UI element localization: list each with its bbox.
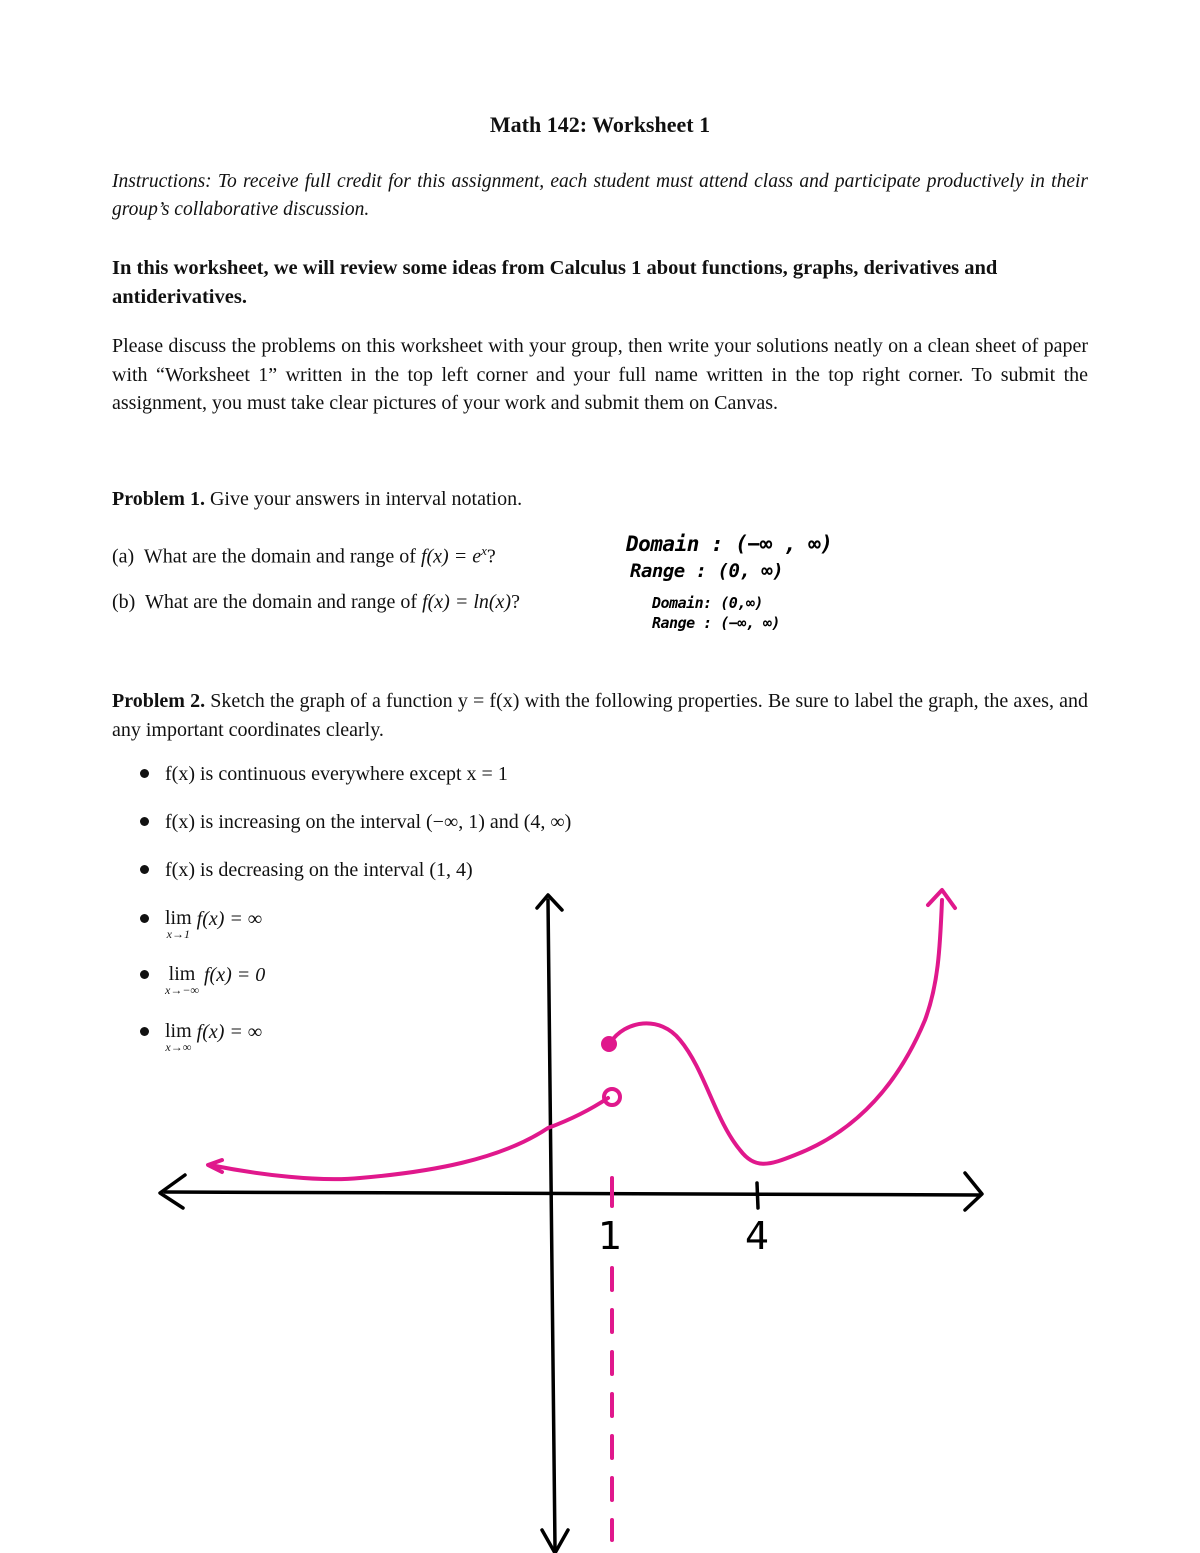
filled-point bbox=[601, 1036, 617, 1052]
part-a-answer-domain: Domain : (−∞ , ∞) bbox=[626, 532, 833, 556]
part-b-label: (b) bbox=[112, 591, 136, 613]
y-axis bbox=[548, 900, 555, 1548]
limit-operator: lim x→∞ bbox=[165, 1020, 192, 1054]
part-b-end: ? bbox=[511, 591, 520, 613]
part-b-answer-domain: Domain: (0,∞) bbox=[652, 594, 763, 612]
part-a-exponent: x bbox=[481, 543, 487, 558]
part-a-question: What are the domain and range of bbox=[143, 545, 416, 568]
part-a-end: ? bbox=[486, 545, 496, 568]
list-item: f(x) is continuous everywhere except x = 1 bbox=[140, 763, 508, 786]
tick-4 bbox=[757, 1183, 758, 1208]
part-b-question: What are the domain and range of bbox=[144, 591, 418, 613]
curve-right-branch bbox=[610, 900, 942, 1164]
problem2-text: Sketch the graph of a function y = f(x) with the following properties. Be sure to label the graph, the axes, and any important coordinates clearly. bbox=[112, 690, 1088, 741]
page-title: Math 142: Worksheet 1 bbox=[489, 112, 711, 137]
curve-left-branch bbox=[210, 1098, 608, 1179]
list-item: f(x) is increasing on the interval (−∞, 1) and (4, ∞) bbox=[140, 811, 571, 834]
list-item: lim x→∞ f(x) = ∞ bbox=[140, 1021, 262, 1053]
part-a-func: f(x) = e bbox=[420, 545, 482, 568]
instructions-text: Instructions: To receive full credit for this assignment, each student must attend class and participate productively in their group’s collaborative discussion. bbox=[112, 171, 1088, 220]
tick-label-1: 1 bbox=[598, 1214, 623, 1258]
part-b-func: f(x) = ln(x) bbox=[422, 591, 512, 613]
problem1-text: Give your answers in interval notation. bbox=[209, 488, 523, 510]
list-item: f(x) is decreasing on the interval (1, 4) bbox=[140, 859, 473, 882]
discussion-text: Please discuss the problems on this worksheet with your group, then write your solutions neatly on a clean sheet of paper with “Worksheet 1” written in the top left corner and your full name written in the top right corner. To submit the assignment, you must take clear pictures of your work and submit them on Canvas. bbox=[112, 335, 1088, 414]
limit-operator: lim x→1 bbox=[165, 907, 192, 941]
intro-text: In this worksheet, we will review some ideas from Calculus 1 about functions, graphs, derivatives and antiderivatives. bbox=[112, 257, 998, 308]
list-item: lim x→1 f(x) = ∞ bbox=[140, 908, 262, 940]
part-a-label: (a) bbox=[112, 545, 135, 568]
limit-operator: lim x→−∞ bbox=[165, 963, 199, 997]
tick-label-4: 4 bbox=[745, 1214, 770, 1258]
problem1-label: Problem 1. bbox=[112, 488, 205, 510]
x-axis-right-arrow bbox=[965, 1173, 982, 1210]
part-a-answer-range: Range : (0, ∞) bbox=[630, 560, 784, 582]
list-item: lim x→−∞ f(x) = 0 bbox=[140, 964, 265, 996]
problem2-label: Problem 2. bbox=[112, 690, 206, 712]
part-b-answer-range: Range : (−∞, ∞) bbox=[652, 614, 780, 632]
x-axis bbox=[165, 1192, 980, 1195]
